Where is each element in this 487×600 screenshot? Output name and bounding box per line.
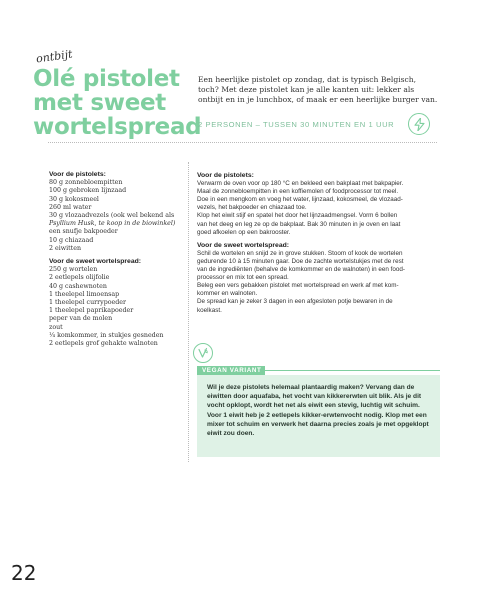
ingredient-item: 2 eiwitten: [49, 244, 81, 252]
ingredient-item: peper van de molen: [49, 315, 113, 323]
method-line: processor en mix tot een spread.: [197, 274, 289, 282]
ingredient-item: 10 g chiazaad: [49, 236, 94, 244]
method-line: Beleg een vers gebakken pistolet met wortelspread en werk af met kom-: [197, 282, 399, 290]
method-line: koelkast.: [197, 306, 222, 314]
method-heading-pistolets: Voor de pistolets:: [197, 172, 254, 179]
ingredient-item: 1 theelepel paprikapoeder: [49, 307, 134, 315]
method-line: Klop het eiwit stijf en spatel het door het lijnzaadmengsel. Vorm 6 bollen: [197, 212, 398, 220]
ingredient-item: 260 ml water: [49, 203, 92, 211]
recipe-meta: [198, 110, 430, 138]
vegan-v-leaf-icon: [193, 343, 213, 363]
vegan-variant-text: Wil je deze pistolets helemaal plantaardig maken? Vervang dan de eiwitten door aquafaba, het vocht van kikkererwten uit blik. Als je dit vocht opklopt, wordt het net als eiwit een stevig, luchtig wit schuim. Voor 1 eiwit heb je 2 eetlepels kikker-erwtenvocht nodig. Klop met een mixer tot schuim en verwerk het daarna precies zoals je met opgeklopt eiwit zou doen.: [207, 384, 429, 438]
ingredient-item: Psyllium Husk, te koop in de biowinkel): [49, 220, 176, 228]
ingredient-item: een snufje bakpoeder: [49, 228, 118, 236]
method-heading-spread: Voor de sweet wortelspread:: [197, 241, 290, 249]
method-line: van het deeg en leg ze op de bakplaat. Bak 30 minuten in je oven en laat: [197, 220, 401, 228]
method-line: gedurende 10 à 15 minuten gaar. Doe de zachte wortelstukjes met de rest: [197, 257, 404, 265]
method-steps: [197, 172, 439, 315]
ingredients-heading-pistolets: Voor de pistolets:: [49, 171, 106, 178]
ingredient-item: 1 theelepel currypoeder: [49, 299, 127, 307]
ingredient-item: 2 eetlepels olijfolie: [49, 274, 110, 282]
category-label: ontbijt: [35, 47, 74, 66]
ingredient-item: zout: [49, 323, 63, 331]
page-number: 22: [11, 561, 37, 585]
method-line: van de ingrediënten (behalve de komkommer en de walnoten) in een food-: [197, 266, 405, 274]
ingredients-heading-spread: Voor de sweet wortelspread:: [49, 258, 142, 266]
method-line: Maal de zonnebloempitten in een koffiemolen of foodprocessor tot meel.: [197, 188, 399, 196]
method-line: goed afkoelen op een bakrooster.: [197, 228, 291, 236]
method-line: kommer en walnoten.: [197, 290, 258, 298]
ingredient-item: ¼ komkommer, in stukjes gesneden: [49, 331, 164, 339]
method-line: Schil de wortelen en snijd ze in grove stukken. Stoom of kook de wortelen: [197, 249, 403, 257]
recipe-title: Olé pistolet met sweet wortelspread: [33, 66, 202, 140]
ingredient-item: 30 g kokosmeel: [49, 195, 99, 203]
ingredients-list: [49, 171, 184, 348]
column-divider: [188, 162, 189, 462]
recipe-intro: Een heerlijke pistolet op zondag, dat is typisch Belgisch, toch? Met deze pistolet kan je alle kanten uit: lekker als ontbijt en in je lunchbox, of maak er een heerlijke burger van.: [198, 75, 438, 104]
ingredient-item: 100 g gebroken lijnzaad: [49, 187, 127, 195]
ingredient-item: 40 g cashewnoten: [49, 282, 107, 290]
ingredient-item: 2 eetlepels grof gehakte walnoten: [49, 340, 158, 348]
method-line: vezels, het bakpoeder en chiazaad toe.: [197, 204, 307, 212]
method-line: Doe in een mengkom en voeg het water, lijnzaad, kokosmeel, de vlozaad-: [197, 196, 403, 204]
method-line: Verwarm de oven voor op 180 °C en bekleed een bakplaat met bakpapier.: [197, 180, 404, 188]
method-line: De spread kan je zeker 3 dagen in een afgesloten potje bewaren in de: [197, 298, 393, 306]
vegan-rule: [265, 370, 440, 371]
ingredient-item: 80 g zonnebloempitten: [49, 179, 123, 187]
ingredient-item: 30 g vlozaadvezels (ook wel bekend als: [49, 212, 175, 220]
lightning-bolt-icon: [408, 113, 430, 135]
vegan-variant-label: VEGAN VARIANT: [197, 366, 265, 375]
ingredient-item: 1 theelepel limoensap: [49, 290, 120, 298]
vegan-variant-box: [197, 375, 440, 457]
ingredient-item: 250 g wortelen: [49, 266, 98, 274]
servings-time: 2 PERSONEN – TUSSEN 30 MINUTEN EN 1 UUR: [198, 119, 395, 129]
header-divider: [48, 142, 437, 143]
